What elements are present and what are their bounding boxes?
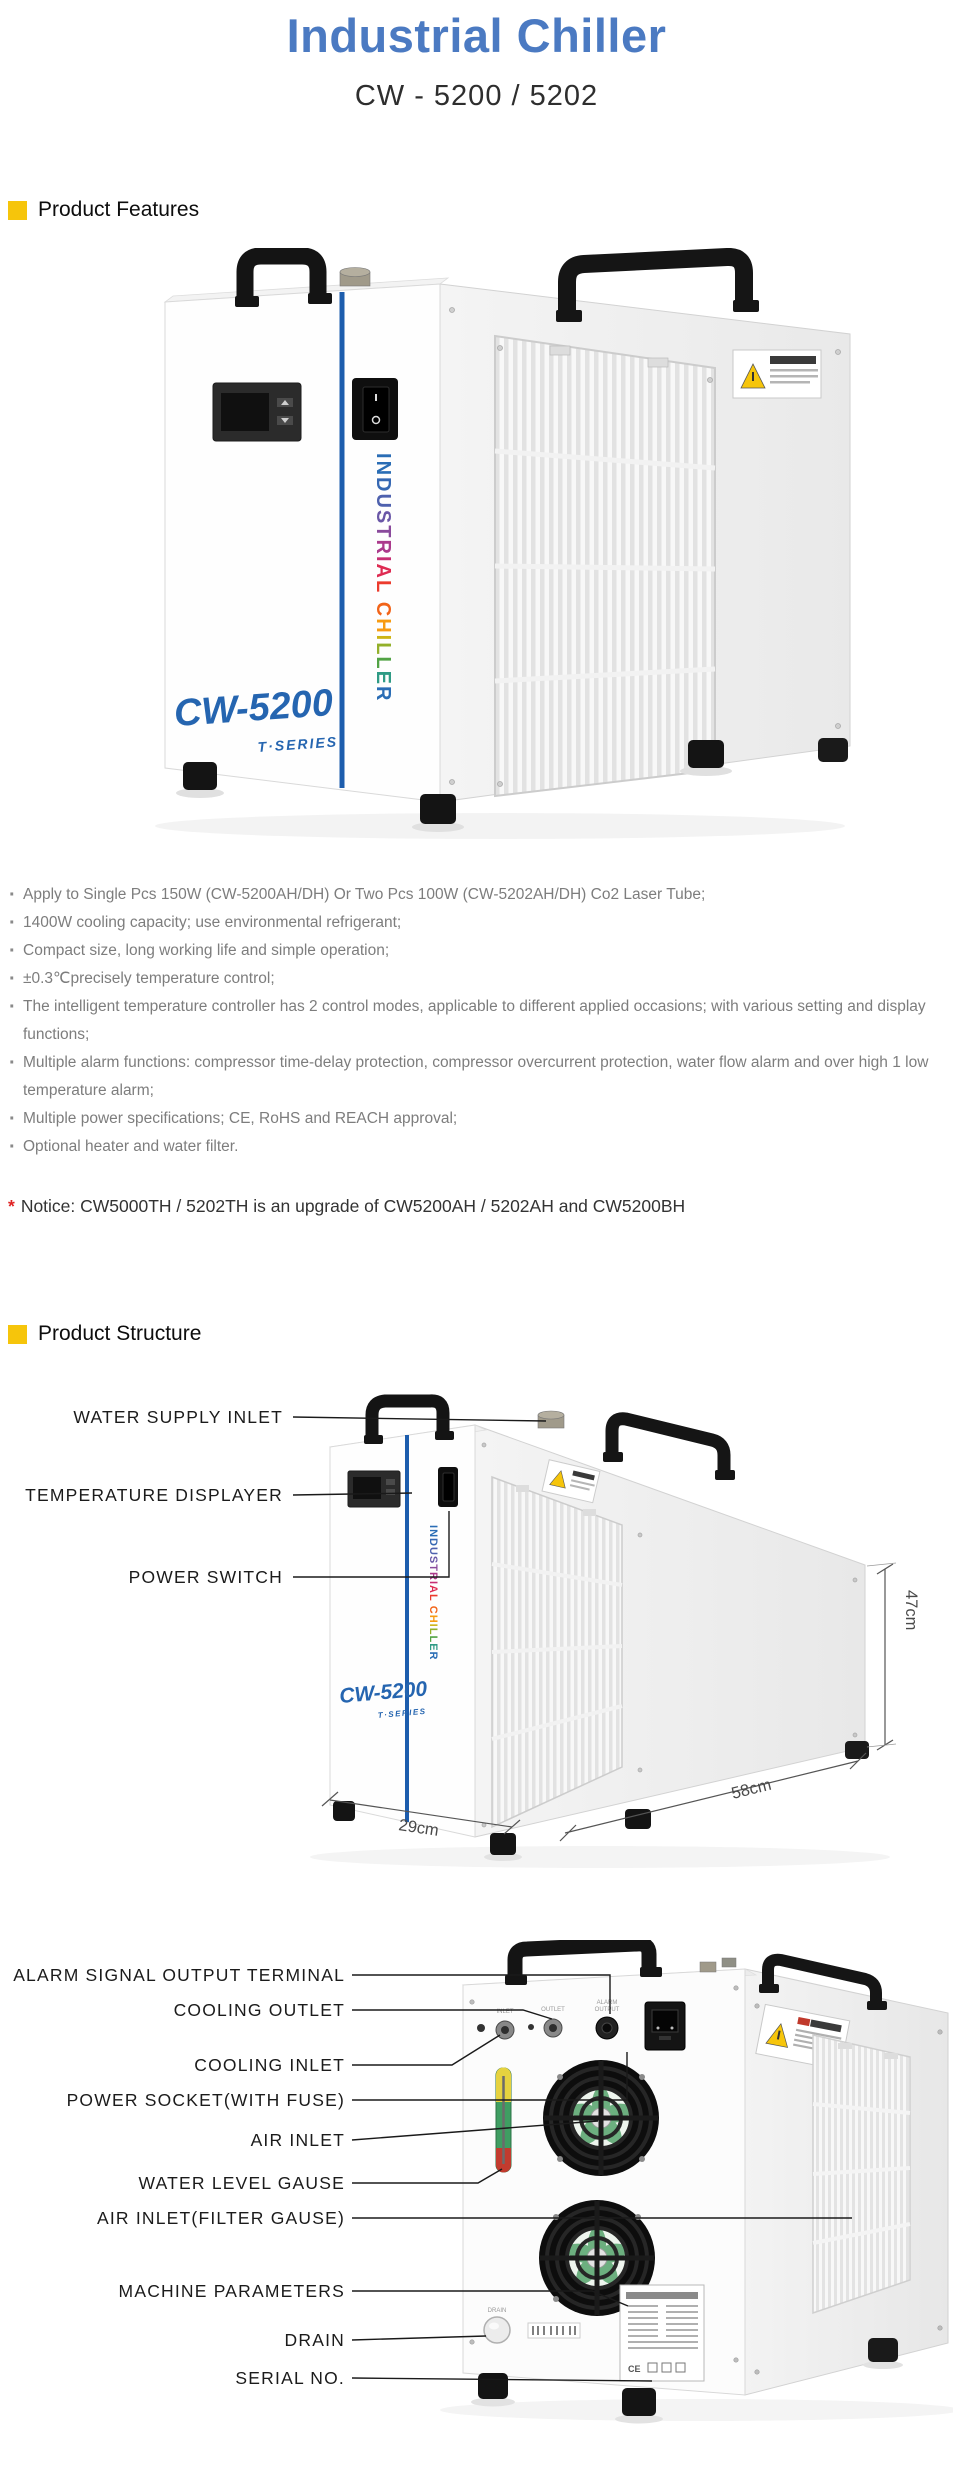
callout-machine-parameters: MACHINE PARAMETERS bbox=[118, 2281, 345, 2301]
serial-parameters-sticker bbox=[620, 2285, 704, 2381]
alarm-port-label-1: ALARM bbox=[596, 2000, 618, 2006]
water-level-gauge bbox=[496, 2068, 511, 2173]
callout-water-supply-inlet: WATER SUPPLY INLET bbox=[73, 1407, 283, 1427]
inlet-port-label: INLET bbox=[496, 2009, 514, 2015]
series-logo: T·SERIES bbox=[257, 733, 339, 755]
structure-figure bbox=[0, 1385, 953, 1945]
power-socket bbox=[645, 2002, 685, 2050]
alarm-output-connector bbox=[596, 2017, 618, 2039]
svg-text:29cm: 29cm bbox=[397, 1816, 440, 1840]
feature-list bbox=[8, 881, 949, 1161]
series-logo: T·SERIES bbox=[377, 1706, 427, 1720]
model-logo: CW-5200 bbox=[172, 681, 335, 735]
feature-item: · Multiple alarm functions: compressor time-delay protection, compressor overcurrent protection, water flow alarm and over high 1 low temperature alarm; bbox=[8, 1049, 949, 1105]
feature-item: · 1400W cooling capacity; use environmental refrigerant; bbox=[8, 909, 949, 937]
callout-cooling-outlet: COOLING OUTLET bbox=[173, 2000, 345, 2020]
callout-air-inlet-filter-gause: AIR INLET(FILTER GAUSE) bbox=[97, 2208, 345, 2228]
svg-text:47cm: 47cm bbox=[902, 1590, 920, 1631]
temperature-display bbox=[213, 383, 301, 441]
power-switch bbox=[438, 1467, 458, 1507]
power-switch bbox=[352, 378, 398, 440]
ground-shadow bbox=[310, 1846, 890, 1868]
callout-alarm-signal-output-terminal: ALARM SIGNAL OUTPUT TERMINAL bbox=[13, 1965, 345, 1985]
dimension-height bbox=[867, 1563, 920, 1750]
side-vent-grille bbox=[495, 336, 715, 796]
brand-vertical-text: INDUSTRIAL CHILLER bbox=[427, 1525, 439, 1661]
callout-drain: DRAIN bbox=[284, 2330, 345, 2350]
model-logo: CW-5200 bbox=[338, 1677, 429, 1708]
alarm-port-label-2: OUTPUT bbox=[594, 2007, 620, 2013]
carry-handle-right bbox=[603, 1419, 735, 1480]
callout-power-socket: POWER SOCKET(WITH FUSE) bbox=[66, 2090, 345, 2110]
ground-shadow bbox=[440, 2399, 953, 2421]
callout-cooling-inlet: COOLING INLET bbox=[194, 2055, 345, 2075]
notice bbox=[8, 1196, 685, 1217]
section-heading-label: Product Structure bbox=[38, 1322, 202, 1345]
callout-water-level-gause: WATER LEVEL GAUSE bbox=[138, 2173, 345, 2193]
ground-shadow bbox=[155, 813, 845, 839]
feature-item: · ±0.3℃precisely temperature control; bbox=[8, 965, 949, 993]
page-title: Industrial Chiller bbox=[286, 9, 667, 62]
feature-item: · Optional heater and water filter. bbox=[8, 1133, 949, 1161]
feature-item: · Apply to Single Pcs 150W (CW-5200AH/DH) Or Two Pcs 100W (CW-5202AH/DH) Co2 Laser Tube; bbox=[8, 881, 949, 909]
product-photo-front bbox=[0, 248, 953, 853]
side-vent-grille bbox=[813, 2035, 910, 2313]
outlet-port-label: OUTLET bbox=[541, 2007, 565, 2013]
notice-asterisk: * bbox=[8, 1196, 15, 1216]
yellow-square-marker bbox=[8, 1325, 27, 1344]
water-inlet-fitting bbox=[538, 1411, 564, 1428]
callout-power-switch: POWER SWITCH bbox=[128, 1567, 283, 1587]
section-heading-structure bbox=[8, 1322, 201, 1346]
feature-item: · Compact size, long working life and simple operation; bbox=[8, 937, 949, 965]
notice-text: Notice: CW5000TH / 5202TH is an upgrade of CW5200AH / 5202AH and CW5200BH bbox=[20, 1196, 686, 1216]
page-subtitle: CW - 5200 / 5202 bbox=[354, 80, 599, 112]
drain-port-label: DRAIN bbox=[487, 2308, 507, 2314]
fan-grille-upper bbox=[543, 2060, 659, 2176]
section-heading-label: Product Features bbox=[38, 198, 200, 221]
callout-serial-no: SERIAL NO. bbox=[235, 2368, 345, 2388]
water-inlet-fitting bbox=[340, 268, 370, 287]
yellow-square-marker bbox=[8, 201, 27, 220]
warning-sticker bbox=[733, 350, 821, 398]
temperature-display bbox=[348, 1471, 400, 1507]
side-vent-grille bbox=[492, 1477, 622, 1827]
callout-air-inlet: AIR INLET bbox=[250, 2130, 345, 2150]
barcode-label bbox=[528, 2323, 580, 2338]
feature-item: · Multiple power specifications; CE, RoHS and REACH approval; bbox=[8, 1105, 949, 1133]
drain-plug bbox=[484, 2317, 510, 2343]
callout-temperature-displayer: TEMPERATURE DISPLAYER bbox=[25, 1485, 283, 1505]
svg-text:58cm: 58cm bbox=[729, 1775, 774, 1803]
feature-item: · The intelligent temperature controller has 2 control modes, applicable to different applied occasions; with various setting and display functions; bbox=[8, 993, 949, 1049]
ce-mark: CE bbox=[628, 2364, 641, 2374]
brand-vertical-text: INDUSTRIAL CHILLER bbox=[372, 453, 394, 703]
section-heading-features bbox=[8, 198, 199, 222]
